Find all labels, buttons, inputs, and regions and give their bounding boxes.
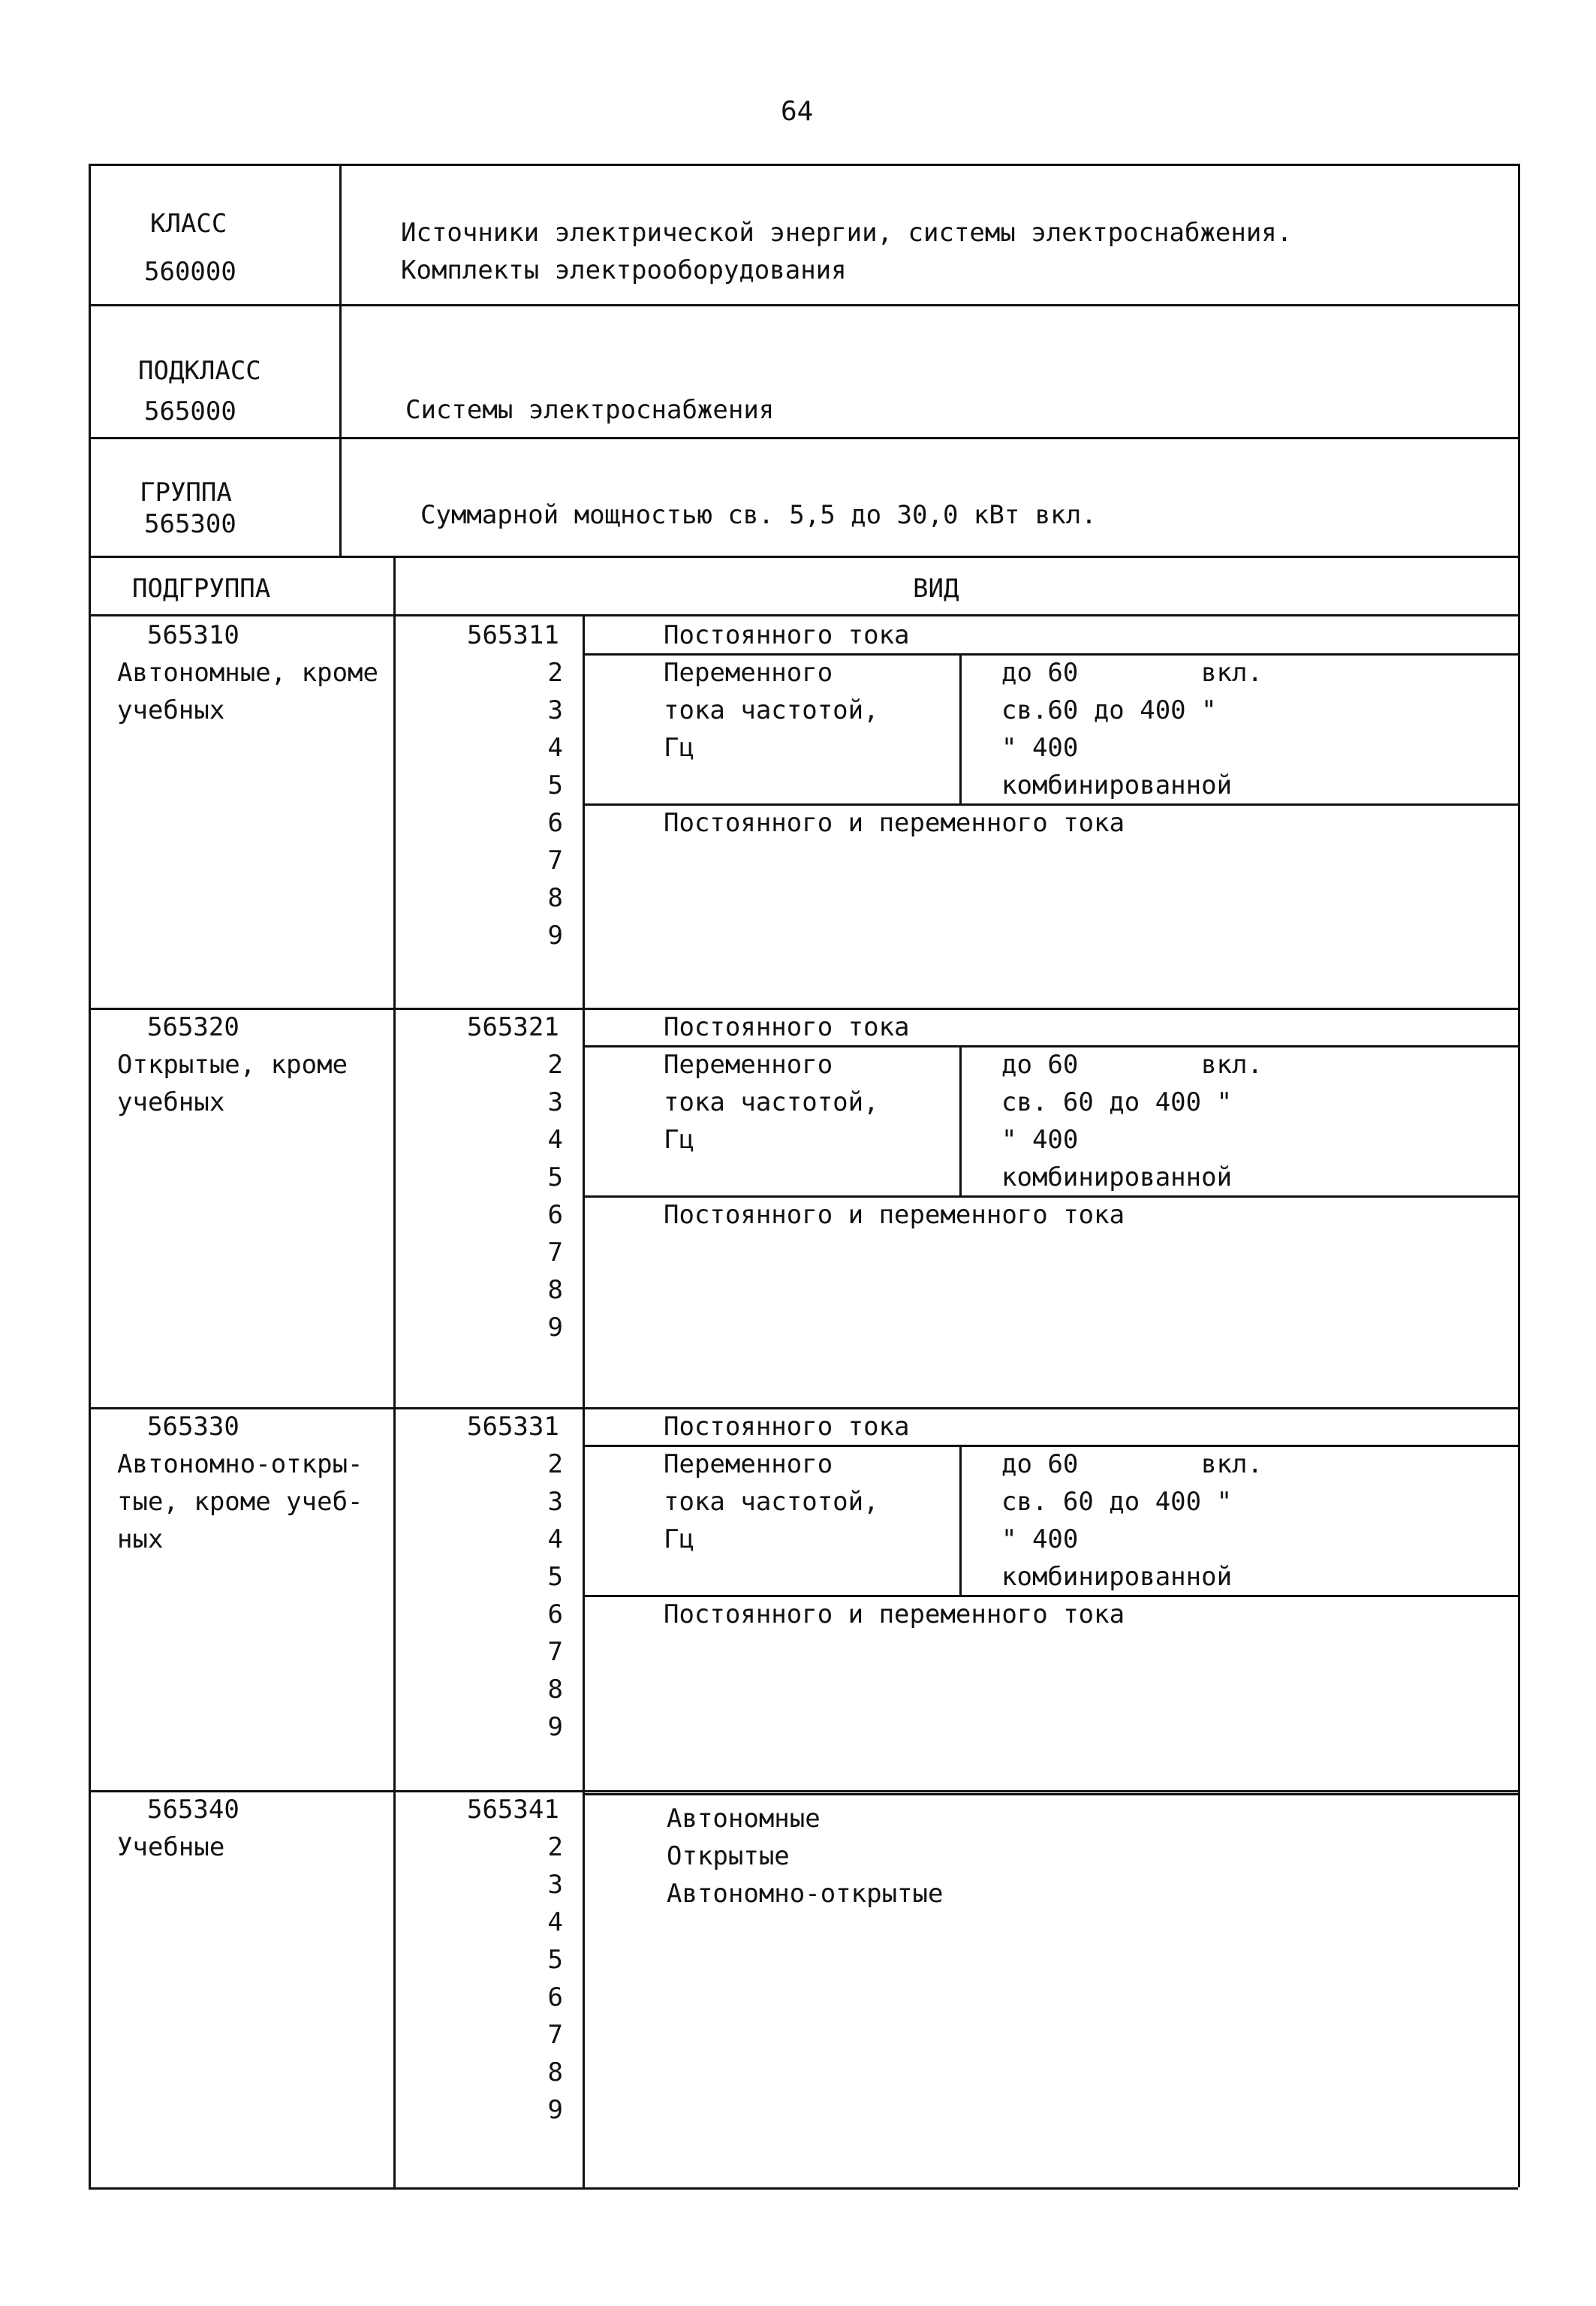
ac-label: Гц <box>664 1125 694 1155</box>
table-divider <box>89 304 1518 306</box>
row-divider <box>583 1595 1518 1597</box>
table-border <box>1518 164 1520 2187</box>
block-divider <box>89 1407 1518 1409</box>
freq-value: до 60 вкл. <box>1001 1449 1263 1479</box>
vid-code: 565311 <box>467 620 559 650</box>
freq-value: " 400 <box>1001 1125 1079 1155</box>
gruppa-text: Суммарной мощностью св. 5,5 до 30,0 кВт вкл. <box>420 500 1097 530</box>
vid-number: 7 <box>547 1637 563 1667</box>
ac-label: Гц <box>664 1524 694 1554</box>
vid-number: 4 <box>547 1524 563 1554</box>
vid-number: 8 <box>547 1275 563 1305</box>
subgroup-name: Автономно-откры- <box>117 1449 363 1479</box>
vid-code: 565331 <box>467 1412 559 1442</box>
gruppa-code: 565300 <box>144 509 236 539</box>
vid-number: 3 <box>547 1087 563 1117</box>
vid-number: 8 <box>547 1674 563 1705</box>
ac-label: Переменного <box>664 1050 833 1080</box>
freq-value: св. 60 до 400 " <box>1001 1487 1233 1517</box>
vid-number: 3 <box>547 695 563 725</box>
ac-label: тока частотой, <box>664 1487 879 1517</box>
vid-number: 4 <box>547 1907 563 1937</box>
ac-label: тока частотой, <box>664 1087 879 1117</box>
vid-number: 4 <box>547 733 563 763</box>
mixed-label: Постоянного и переменного тока <box>664 808 1125 838</box>
row-divider <box>583 1195 1518 1198</box>
vid-item: Автономно-открытые <box>667 1879 944 1909</box>
freq-value: комбинированной <box>1001 1162 1233 1192</box>
ac-label: Гц <box>664 733 694 763</box>
subgroup-code: 565310 <box>147 620 239 650</box>
vid-number: 7 <box>547 1237 563 1268</box>
vid-number: 4 <box>547 1125 563 1155</box>
subgroup-code: 565330 <box>147 1412 239 1442</box>
vid-number: 5 <box>547 1562 563 1592</box>
podklass-text: Системы электроснабжения <box>405 395 775 425</box>
vid-number: 6 <box>547 1200 563 1230</box>
table-divider <box>339 164 342 556</box>
mixed-label: Постоянного и переменного тока <box>664 1599 1125 1629</box>
row-divider <box>583 803 1518 806</box>
klass-text-2: Комплекты электрооборудования <box>401 255 847 285</box>
vid-number: 8 <box>547 883 563 913</box>
klass-label: КЛАСС <box>150 209 227 239</box>
freq-value: св. 60 до 400 " <box>1001 1087 1233 1117</box>
ac-label: тока частотой, <box>664 695 879 725</box>
row-divider <box>583 1045 1518 1047</box>
freq-value: до 60 вкл. <box>1001 1050 1263 1080</box>
ac-label: Переменного <box>664 658 833 688</box>
subgroup-name: Открытые, кроме <box>117 1050 348 1080</box>
freq-divider <box>959 1445 962 1595</box>
freq-value: " 400 <box>1001 733 1079 763</box>
table-divider <box>89 437 1518 439</box>
subgroup-name: учебных <box>117 695 225 725</box>
freq-divider <box>959 1045 962 1195</box>
vid-number: 7 <box>547 846 563 876</box>
vid-number: 9 <box>547 1712 563 1742</box>
klass-code: 560000 <box>144 257 236 287</box>
gruppa-label: ГРУППА <box>140 478 232 508</box>
row-divider <box>583 1445 1518 1447</box>
column-header-vid: ВИД <box>913 574 959 604</box>
ac-label: Переменного <box>664 1449 833 1479</box>
subgroup-name: учебных <box>117 1087 225 1117</box>
vid-number: 3 <box>547 1870 563 1900</box>
block-divider <box>89 1790 1518 1792</box>
table-divider <box>89 556 1518 558</box>
vid-number: 8 <box>547 2057 563 2087</box>
vid-number: 5 <box>547 1162 563 1192</box>
freq-divider <box>959 653 962 803</box>
row-divider <box>583 653 1518 656</box>
freq-value: комбинированной <box>1001 1562 1233 1592</box>
block-divider <box>89 1008 1518 1010</box>
vid-item: Автономные <box>667 1804 821 1834</box>
freq-value: комбинированной <box>1001 770 1233 800</box>
vid-number: 6 <box>547 1599 563 1629</box>
klass-text-1: Источники электрической энергии, системы электроснабжения. <box>401 218 1293 248</box>
freq-value: до 60 вкл. <box>1001 658 1263 688</box>
subgroup-name: тые, кроме учеб- <box>117 1487 363 1517</box>
column-header-subgroup: ПОДГРУППА <box>132 574 271 604</box>
vid-number: 5 <box>547 1945 563 1975</box>
vid-number: 9 <box>547 2095 563 2125</box>
vid-number: 6 <box>547 808 563 838</box>
vid-item: Открытые <box>667 1841 790 1871</box>
vid-code: 565321 <box>467 1012 559 1042</box>
podklass-label: ПОДКЛАСС <box>138 356 261 386</box>
table-border <box>89 164 1518 166</box>
vid-number: 6 <box>547 1982 563 2012</box>
column-divider <box>583 614 585 2187</box>
subgroup-code: 565340 <box>147 1795 239 1825</box>
vid-number: 2 <box>547 1050 563 1080</box>
vid-number: 2 <box>547 658 563 688</box>
page-number: 64 <box>781 96 814 127</box>
subgroup-code: 565320 <box>147 1012 239 1042</box>
dc-label: Постоянного тока <box>664 1012 910 1042</box>
freq-value: " 400 <box>1001 1524 1079 1554</box>
vid-number: 9 <box>547 1313 563 1343</box>
vid-number: 2 <box>547 1449 563 1479</box>
row-divider <box>583 1793 1518 1795</box>
freq-value: св.60 до 400 " <box>1001 695 1217 725</box>
podklass-code: 565000 <box>144 396 236 427</box>
table-border <box>89 2187 1518 2190</box>
dc-label: Постоянного тока <box>664 620 910 650</box>
subgroup-name: Автономные, кроме <box>117 658 378 688</box>
vid-code: 565341 <box>467 1795 559 1825</box>
vid-number: 5 <box>547 770 563 800</box>
vid-number: 2 <box>547 1832 563 1862</box>
vid-number: 7 <box>547 2020 563 2050</box>
subgroup-name: Учебные <box>117 1832 225 1862</box>
vid-number: 3 <box>547 1487 563 1517</box>
dc-label: Постоянного тока <box>664 1412 910 1442</box>
mixed-label: Постоянного и переменного тока <box>664 1200 1125 1230</box>
header-divider <box>89 614 1518 616</box>
table-border <box>89 164 91 2187</box>
subgroup-name: ных <box>117 1524 164 1554</box>
column-divider <box>393 556 396 2187</box>
vid-number: 9 <box>547 921 563 951</box>
